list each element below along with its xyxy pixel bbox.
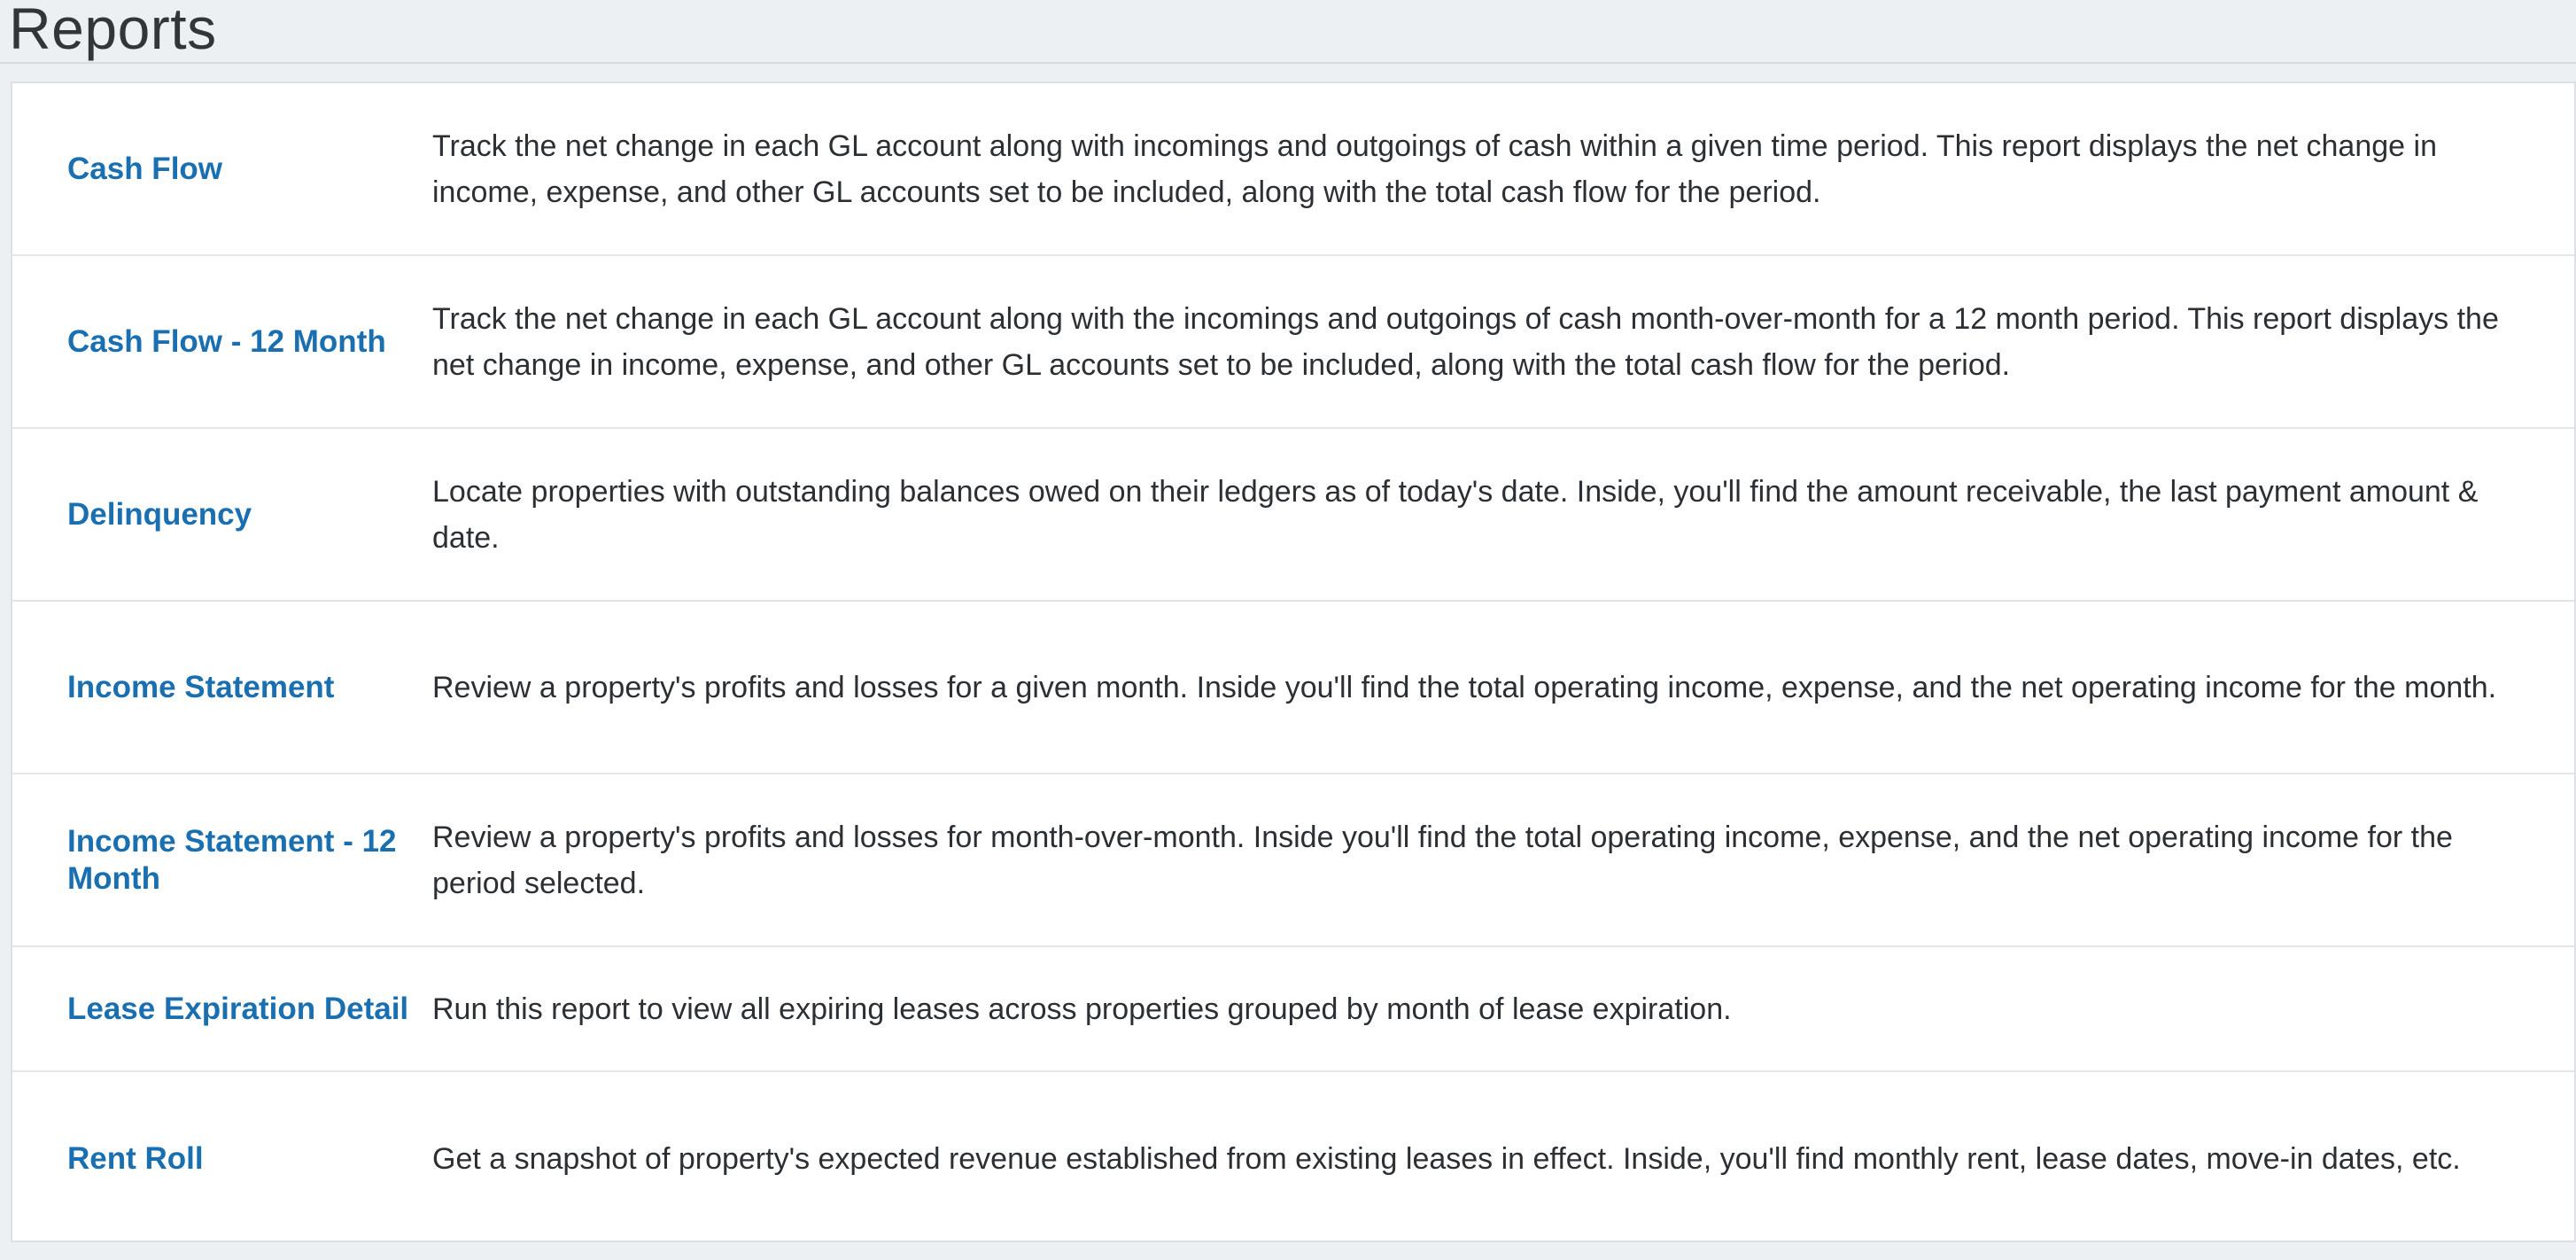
report-row-rent-roll <box>12 1072 2574 1245</box>
report-row-lease-expiration-detail <box>12 947 2574 1072</box>
report-link-cash-flow-12-month[interactable]: Cash Flow - 12 Month <box>67 323 386 359</box>
report-description-delinquency: Locate properties with outstanding balances owed on their ledgers as of today's date. Inside, you'll find the amount receivable, the last payment amount & date. <box>432 474 2479 555</box>
report-row-income-statement-12-month <box>12 774 2574 947</box>
report-description-rent-roll: Get a snapshot of property's expected revenue established from existing leases in effect. Inside, you'll find monthly rent, lease dates, move-in dates, etc. <box>432 1141 2461 1176</box>
report-description-lease-expiration-detail: Run this report to view all expiring leases across properties grouped by month of lease expiration. <box>432 992 1732 1026</box>
report-link-rent-roll[interactable]: Rent Roll <box>67 1140 204 1176</box>
report-link-delinquency[interactable]: Delinquency <box>67 496 252 532</box>
report-row-delinquency <box>12 429 2574 602</box>
report-list <box>11 82 2576 1242</box>
report-description-cash-flow-12-month: Track the net change in each GL account along with the incomings and outgoings of cash month-over-month for a 12 month period. This report displays the net change in income, expense, and other GL accounts set to be included, along with the total cash flow for the period. <box>432 301 2499 382</box>
report-link-cash-flow[interactable]: Cash Flow <box>67 151 223 186</box>
page-title: Reports <box>9 0 217 61</box>
report-description-income-statement-12-month: Review a property's profits and losses for month-over-month. Inside you'll find the total operating income, expense, and the net operating income for the period selected. <box>432 820 2453 900</box>
report-link-lease-expiration-detail[interactable]: Lease Expiration Detail <box>67 991 409 1026</box>
page-header <box>0 0 2576 64</box>
report-row-cash-flow <box>12 83 2574 256</box>
report-row-cash-flow-12-month <box>12 256 2574 429</box>
report-row-income-statement <box>12 602 2574 774</box>
report-link-income-statement[interactable]: Income Statement <box>67 669 335 704</box>
report-description-income-statement: Review a property's profits and losses for a given month. Inside you'll find the total operating income, expense, and the net operating income for the month. <box>432 670 2497 704</box>
report-description-cash-flow: Track the net change in each GL account along with incomings and outgoings of cash within a given time period. This report displays the net change in income, expense, and other GL accounts set to be included, along with the total cash flow for the period. <box>432 128 2437 209</box>
report-link-income-statement-12-month[interactable]: Income Statement - 12 Month <box>67 823 397 896</box>
